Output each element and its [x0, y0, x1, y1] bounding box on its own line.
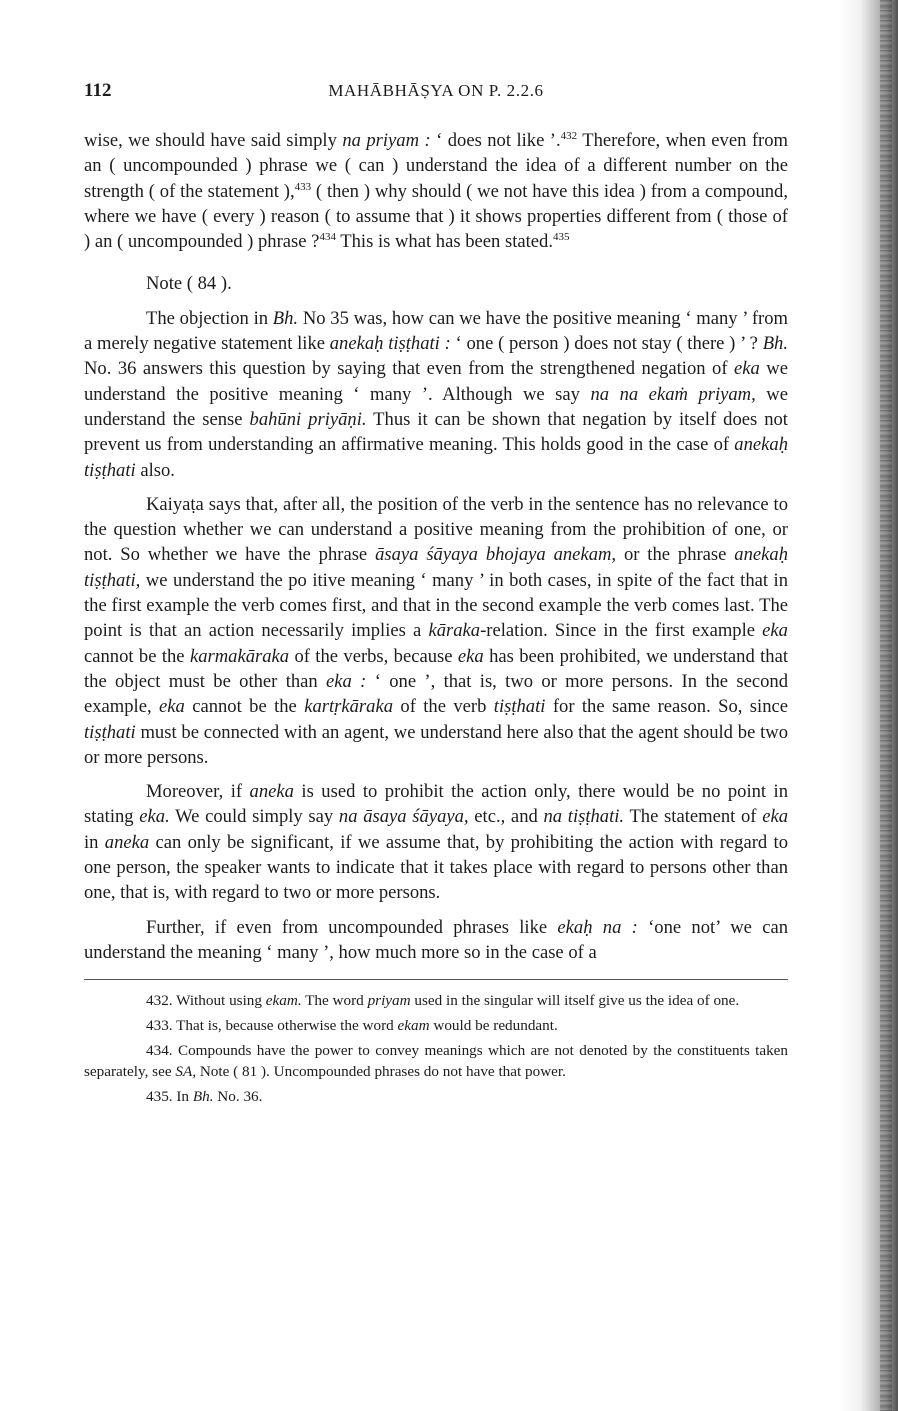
text-run: No. 36. [213, 1088, 263, 1106]
text-run: Therefore, when even from an ( uncompounded ) phrase we ( can ) understand the idea of a different number on the strength ( of the statement ), [84, 130, 788, 202]
italic-term: SA, [175, 1063, 197, 1081]
italic-term: na tiṣṭhati. [543, 806, 625, 828]
text-run: in [84, 831, 105, 853]
text-run: is used to prohibit the action only, there would be no point in stating [84, 781, 789, 828]
text-run: 433. That is, because otherwise the word [146, 1017, 398, 1035]
running-header [84, 80, 788, 110]
italic-term: eka. [139, 806, 170, 828]
paragraph [84, 779, 788, 905]
text-run: must be connected with an agent, we understand here also that the agent should be two or more persons. [84, 721, 788, 768]
text-run: ‘ one ( person ) does not stay ( there ) ’ ? [450, 333, 763, 355]
text-run: This is what has been stated. [335, 231, 553, 253]
text-run: we understand the positive meaning ‘ many ’. Although we say [84, 358, 788, 405]
paragraph [84, 306, 788, 483]
italic-term: ekaḥ na : [557, 916, 638, 938]
italic-term: aneka [249, 781, 294, 803]
italic-term: anekaḥ tiṣṭhati : [329, 333, 451, 355]
italic-term: aneka [104, 831, 150, 853]
text-run: used in the singular will itself give us the idea of one. [410, 992, 740, 1010]
text-run: has been prohibited, we understand that the object must be other than [84, 645, 788, 692]
italic-term: eka [159, 696, 185, 718]
italic-term: eka [457, 645, 484, 667]
text-run: The objection in [146, 307, 273, 329]
scanned-page-edge [840, 0, 898, 1411]
text-run: The word [301, 992, 368, 1010]
italic-term: tiṣṭhati [84, 721, 136, 743]
text-run: of the verb [393, 696, 494, 718]
text-run: ‘one not’ we can understand the meaning ‘ many ’, how much more so in the case of a [84, 916, 788, 963]
italic-term: priyam [367, 992, 411, 1010]
footnote-reference: 434 [319, 231, 336, 243]
text-run: we understand the po itive meaning ‘ many ’ in both cases, in spite of the fact that in the first example the verb comes first, and that in the second example the verb comes last. The point is that an action necessarily implies a [84, 569, 788, 642]
text-run: Note ( 81 ). Uncompounded phrases do not have that power. [196, 1063, 566, 1081]
footnote [84, 1086, 788, 1107]
text-run: for the same reason. So, since [545, 696, 788, 718]
italic-term: kāraka [428, 620, 481, 642]
text-run: Thus it can be shown that negation by itself does not prevent us from understanding an affirmative meaning. This holds good in the case of [84, 408, 788, 456]
italic-term: anekaḥ tiṣṭhati, [84, 544, 788, 591]
paragraph [84, 492, 788, 770]
italic-term: na priyam : [342, 130, 431, 151]
paragraph [84, 128, 788, 254]
running-title: MAHĀBHĀṢYA ON P. 2.2.6 [328, 81, 544, 100]
italic-term: eka [762, 620, 788, 642]
text-run: The statement of [624, 806, 763, 828]
footnote [84, 990, 788, 1011]
italic-term: Bh. [762, 333, 788, 355]
text-run: cannot be the [184, 696, 305, 718]
text-run: Note ( 84 ). [146, 273, 232, 295]
italic-term: na āsaya śāyaya, [338, 806, 469, 828]
text-run: would be redundant. [429, 1017, 558, 1035]
text-run: Further, if even from uncompounded phrases like [146, 916, 558, 938]
text-run: No 35 was, how can we have the positive meaning ‘ many ’ from a merely negative statement like [84, 307, 788, 355]
italic-term: karmakāraka [189, 645, 290, 667]
text-run: cannot be the [84, 645, 190, 667]
text-run: Moreover, if [146, 781, 250, 803]
note-heading [84, 271, 788, 296]
text-run: etc., and [468, 806, 544, 828]
text-run: ‘ one ’, that is, two or more persons. In the second example, [84, 670, 788, 718]
text-run: of the verbs, because [289, 645, 458, 667]
italic-term: na na ekaṁ priyam, [590, 383, 756, 405]
footnote-reference: 435 [553, 231, 570, 243]
italic-term: ekam [397, 1017, 430, 1035]
text-run: ( then ) why should ( we not have this idea ) from a compound, where we have ( every ) reason ( to assume that ) it shows properties different from ( those of ) an ( uncompounded ) phrase ? [84, 180, 788, 253]
text-run: 435. In [146, 1088, 193, 1106]
footnote-rule [84, 979, 788, 980]
text-run: we understand the sense [84, 383, 788, 430]
text-run: 434. Compounds have the power to convey meanings which are not denoted by the constituents taken separately, see [84, 1042, 788, 1081]
italic-term: kartṛkāraka [304, 696, 394, 718]
footnote-reference: 433 [294, 180, 312, 193]
text-run: also. [135, 459, 175, 481]
italic-term: Bh. [192, 1088, 214, 1106]
text-run: can only be significant, if we assume that, by prohibiting the action with regard to one person, the speaker wants to indicate that it takes place with regard to persons other than one, that is, with regard to two or more persons. [84, 831, 788, 904]
text-run: -relation. Since in the first example [480, 620, 763, 642]
page-number: 112 [84, 80, 112, 101]
footnote [84, 1040, 788, 1082]
main-text [84, 128, 788, 965]
italic-term: anekaḥ tiṣṭhati [84, 434, 788, 481]
book-page [84, 80, 788, 1111]
text-run: Kaiyaṭa says that, after all, the position of the verb in the sentence has no relevance to the question whether we can understand a positive meaning from the prohibition of one, or not. So whether we have the phrase [84, 493, 788, 566]
footnote-reference: 432 [560, 129, 578, 142]
text-run: ‘ does not like ’. [430, 130, 561, 151]
italic-term: eka : [326, 670, 367, 692]
text-run: or the phrase [616, 544, 735, 566]
italic-term: eka [762, 806, 788, 828]
text-run: No. 36 answers this question by saying that even from the strengthened negation of [84, 358, 735, 380]
italic-term: āsaya śāyaya bhojaya anekam, [375, 544, 617, 566]
italic-term: Bh. [272, 307, 299, 329]
italic-term: tiṣṭhati [493, 696, 546, 718]
paragraph [84, 915, 788, 966]
footnotes [84, 990, 788, 1107]
footnote [84, 1015, 788, 1036]
italic-term: bahūni priyāṇi. [249, 408, 367, 430]
text-run: wise, we should have said simply [84, 130, 343, 151]
text-run: We could simply say [169, 806, 339, 828]
italic-term: eka [734, 358, 760, 380]
text-run: 432. Without using [146, 992, 266, 1010]
italic-term: ekam. [265, 992, 302, 1010]
